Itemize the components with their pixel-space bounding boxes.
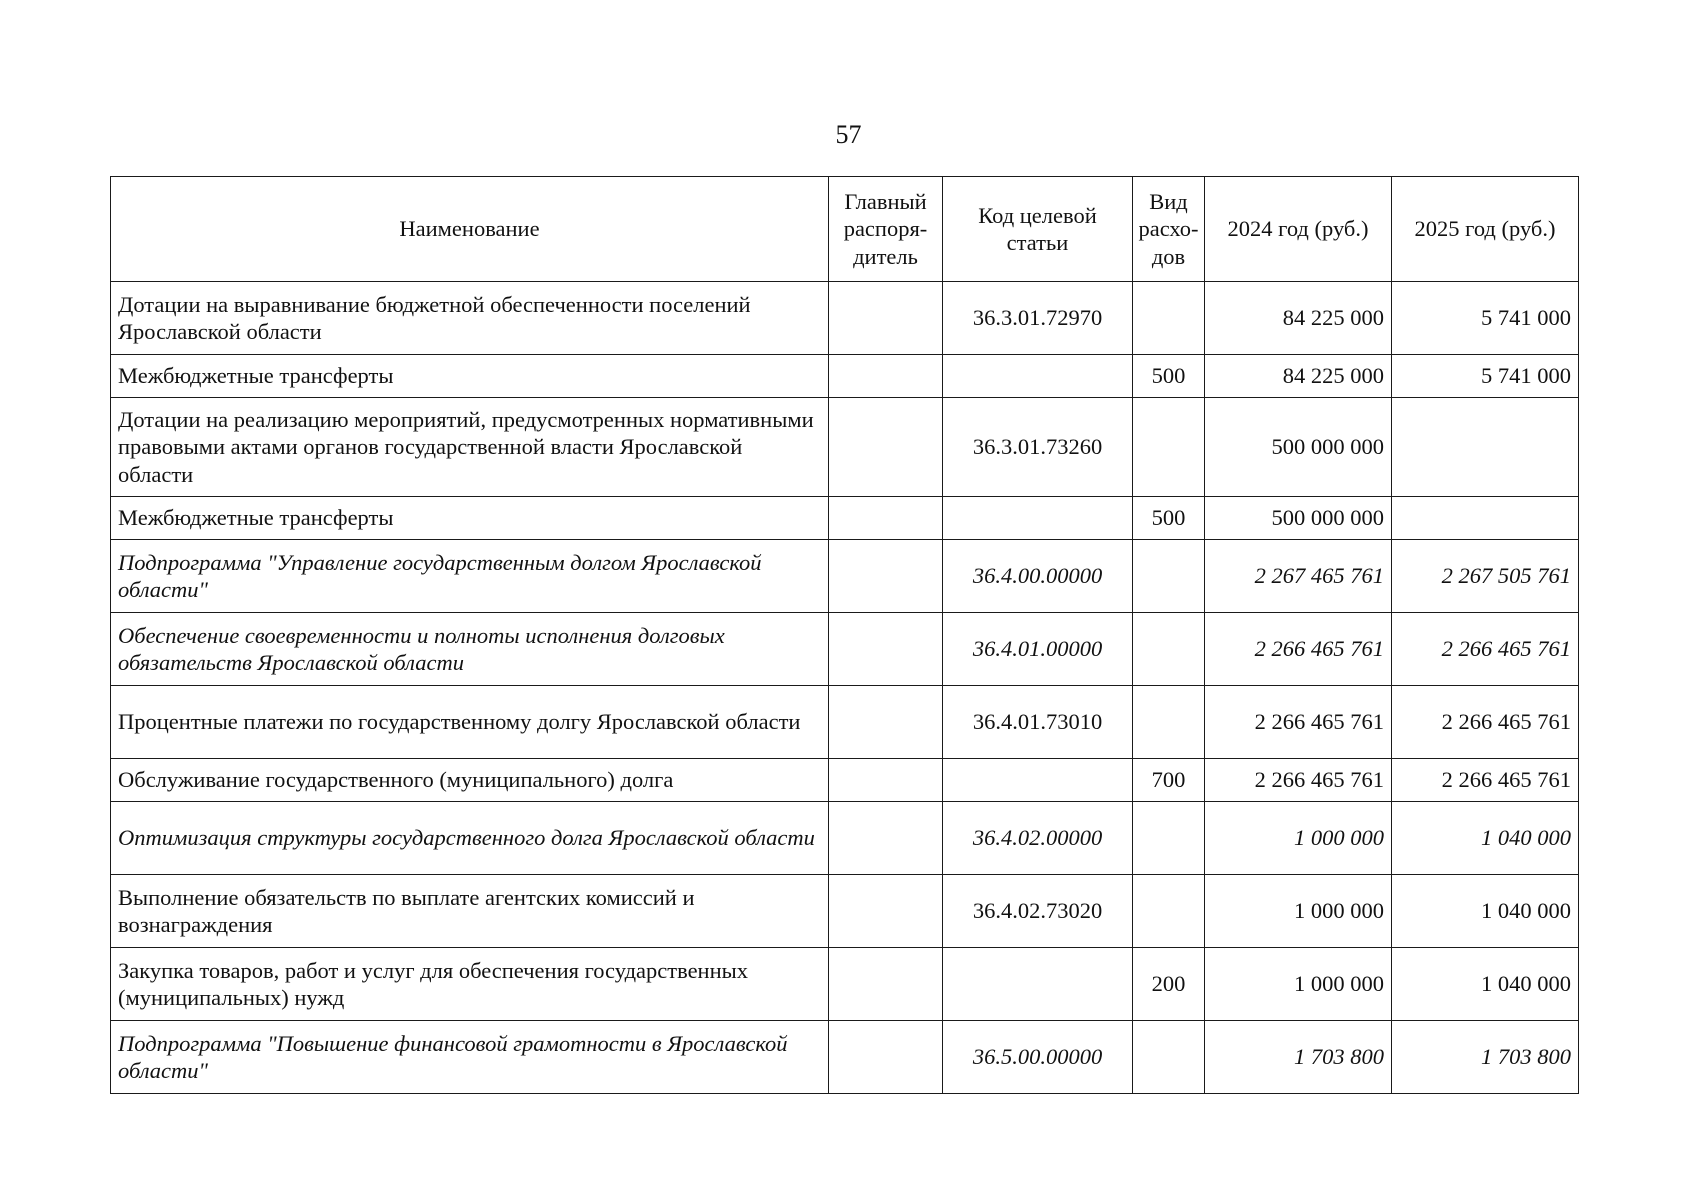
row-kind — [1133, 540, 1205, 613]
row-code: 36.5.00.00000 — [943, 1021, 1133, 1094]
table-row — [111, 398, 1579, 497]
budget-table — [110, 176, 1579, 1094]
row-kind — [1133, 1021, 1205, 1094]
row-admin — [829, 875, 943, 948]
row-admin — [829, 686, 943, 759]
header-admin: Главный распоря-дитель — [829, 177, 943, 282]
row-2024: 2 266 465 761 — [1205, 686, 1392, 759]
row-code — [943, 759, 1133, 802]
row-name: Выполнение обязательств по выплате агентских комиссий и вознаграждения — [111, 875, 829, 948]
row-admin — [829, 540, 943, 613]
header-2025: 2025 год (руб.) — [1392, 177, 1579, 282]
row-2025: 5 741 000 — [1392, 355, 1579, 398]
row-2025: 2 266 465 761 — [1392, 759, 1579, 802]
table-row — [111, 613, 1579, 686]
row-2025: 1 040 000 — [1392, 802, 1579, 875]
row-2024: 1 000 000 — [1205, 948, 1392, 1021]
row-2025: 2 266 465 761 — [1392, 686, 1579, 759]
row-code: 36.4.00.00000 — [943, 540, 1133, 613]
row-2024: 1 000 000 — [1205, 802, 1392, 875]
header-code: Код целевой статьи — [943, 177, 1133, 282]
row-admin — [829, 1021, 943, 1094]
row-name: Дотации на реализацию мероприятий, предусмотренных нормативными правовыми актами органов государственной власти Ярославской области — [111, 398, 829, 497]
row-kind: 700 — [1133, 759, 1205, 802]
row-kind — [1133, 686, 1205, 759]
table-row — [111, 540, 1579, 613]
row-2025: 1 040 000 — [1392, 875, 1579, 948]
row-code — [943, 497, 1133, 540]
row-2024: 500 000 000 — [1205, 398, 1392, 497]
row-name: Межбюджетные трансферты — [111, 497, 829, 540]
table-header-row — [111, 177, 1579, 282]
row-2024: 500 000 000 — [1205, 497, 1392, 540]
row-kind — [1133, 613, 1205, 686]
row-code: 36.4.02.00000 — [943, 802, 1133, 875]
row-name: Дотации на выравнивание бюджетной обеспеченности поселений Ярославской области — [111, 282, 829, 355]
row-2024: 84 225 000 — [1205, 282, 1392, 355]
row-2024: 2 266 465 761 — [1205, 613, 1392, 686]
row-admin — [829, 802, 943, 875]
row-2024: 2 267 465 761 — [1205, 540, 1392, 613]
table-row — [111, 355, 1579, 398]
row-kind: 200 — [1133, 948, 1205, 1021]
row-admin — [829, 497, 943, 540]
header-2024: 2024 год (руб.) — [1205, 177, 1392, 282]
table-row — [111, 802, 1579, 875]
row-name: Закупка товаров, работ и услуг для обеспечения государственных (муниципальных) нужд — [111, 948, 829, 1021]
row-2025: 1 040 000 — [1392, 948, 1579, 1021]
row-2024: 1 000 000 — [1205, 875, 1392, 948]
row-code: 36.3.01.72970 — [943, 282, 1133, 355]
table-row — [111, 282, 1579, 355]
header-kind: Вид расхо-дов — [1133, 177, 1205, 282]
row-2025 — [1392, 398, 1579, 497]
row-name: Подпрограмма "Управление государственным долгом Ярославской области" — [111, 540, 829, 613]
header-name: Наименование — [111, 177, 829, 282]
row-name: Межбюджетные трансферты — [111, 355, 829, 398]
row-2024: 2 266 465 761 — [1205, 759, 1392, 802]
table-row — [111, 686, 1579, 759]
row-code: 36.4.01.00000 — [943, 613, 1133, 686]
row-admin — [829, 613, 943, 686]
row-kind — [1133, 875, 1205, 948]
row-2025: 2 267 505 761 — [1392, 540, 1579, 613]
row-code: 36.3.01.73260 — [943, 398, 1133, 497]
table-row — [111, 948, 1579, 1021]
row-2025: 5 741 000 — [1392, 282, 1579, 355]
row-code — [943, 355, 1133, 398]
row-kind — [1133, 802, 1205, 875]
row-2024: 1 703 800 — [1205, 1021, 1392, 1094]
row-name: Процентные платежи по государственному долгу Ярославской области — [111, 686, 829, 759]
row-admin — [829, 282, 943, 355]
table-row — [111, 497, 1579, 540]
row-admin — [829, 948, 943, 1021]
row-admin — [829, 398, 943, 497]
row-2024: 84 225 000 — [1205, 355, 1392, 398]
row-name: Обеспечение своевременности и полноты исполнения долговых обязательств Ярославской области — [111, 613, 829, 686]
table-row — [111, 875, 1579, 948]
row-kind — [1133, 282, 1205, 355]
page-number: 57 — [835, 120, 862, 149]
row-code: 36.4.02.73020 — [943, 875, 1133, 948]
row-name: Обслуживание государственного (муниципального) долга — [111, 759, 829, 802]
row-name: Подпрограмма "Повышение финансовой грамотности в Ярославской области" — [111, 1021, 829, 1094]
row-code — [943, 948, 1133, 1021]
row-name: Оптимизация структуры государственного долга Ярославской области — [111, 802, 829, 875]
row-kind: 500 — [1133, 355, 1205, 398]
row-kind — [1133, 398, 1205, 497]
row-2025 — [1392, 497, 1579, 540]
table-row — [111, 759, 1579, 802]
row-2025: 2 266 465 761 — [1392, 613, 1579, 686]
table-row — [111, 1021, 1579, 1094]
row-kind: 500 — [1133, 497, 1205, 540]
row-admin — [829, 355, 943, 398]
row-admin — [829, 759, 943, 802]
row-2025: 1 703 800 — [1392, 1021, 1579, 1094]
row-code: 36.4.01.73010 — [943, 686, 1133, 759]
